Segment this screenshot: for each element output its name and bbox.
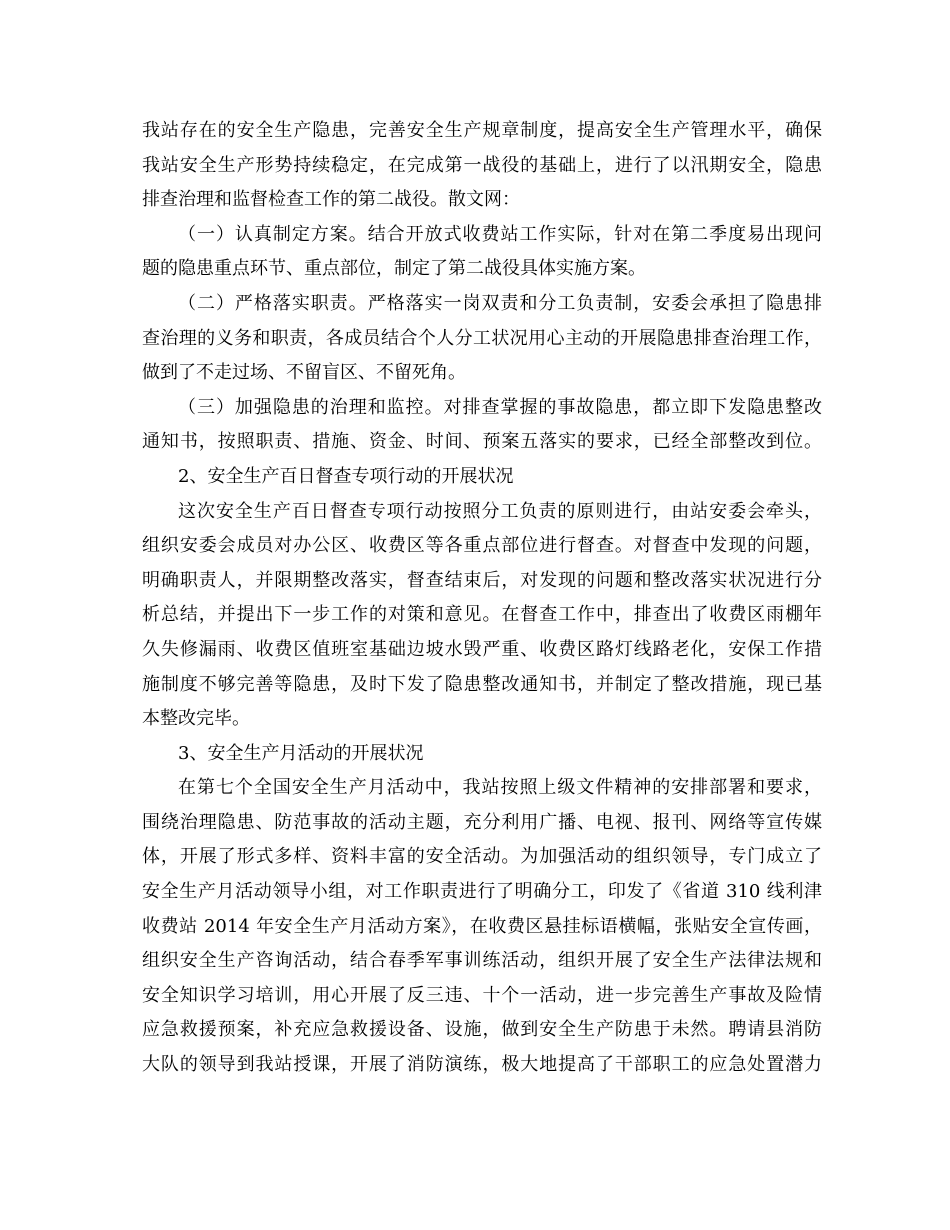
text-line: 析总结，并提出下一步工作的对策和意见。在督查工作中，排查出了收费区雨棚年 [142, 604, 822, 626]
text-line: 在第七个全国安全生产月活动中，我站按照上级文件精神的安排部署和要求， [178, 777, 822, 799]
text-line: （一）认真制定方案。结合开放式收费站工作实际，针对在第二季度易出现问 [178, 223, 822, 245]
text-line: 明确职责人，并限期整改落实，督查结束后，对发现的问题和整改落实状况进行分 [142, 569, 822, 591]
text-line: 3、安全生产月活动的开展状况 [178, 742, 424, 764]
text-line: 安全生产月活动领导小组，对工作职责进行了明确分工，印发了《省道 310 线利津 [142, 881, 822, 903]
body-text [142, 114, 822, 1083]
text-line: 久失修漏雨、收费区值班室基础边坡水毁严重、收费区路灯线路老化，安保工作措 [142, 638, 822, 660]
text-line: 本整改完毕。 [142, 708, 250, 730]
text-line: 安全知识学习培训，用心开展了反三违、十个一活动，进一步完善生产事故及险情 [142, 984, 822, 1006]
text-line: 做到了不走过场、不留盲区、不留死角。 [142, 362, 466, 384]
text-line: 围绕治理隐患、防范事故的活动主题，充分利用广播、电视、报刊、网络等宣传媒 [142, 811, 822, 833]
text-line: 排查治理和监督检查工作的第二战役。散文网： [142, 189, 520, 211]
text-line: 题的隐患重点环节、重点部位，制定了第二战役具体实施方案。 [142, 258, 646, 280]
text-line: 大队的领导到我站授课，开展了消防演练，极大地提高了干部职工的应急处置潜力 [142, 1054, 822, 1076]
text-line: 收费站 2014 年安全生产月活动方案》，在收费区悬挂标语横幅，张贴安全宣传画， [142, 915, 822, 937]
text-line: （三）加强隐患的治理和监控。对排查掌握的事故隐患，都立即下发隐患整改 [178, 396, 822, 418]
text-line: 2、安全生产百日督查专项行动的开展状况 [178, 465, 514, 487]
text-line: （二）严格落实职责。严格落实一岗双责和分工负责制，安委会承担了隐患排 [178, 292, 822, 314]
text-line: 施制度不够完善等隐患，及时下发了隐患整改通知书，并制定了整改措施，现已基 [142, 673, 822, 695]
text-line: 组织安委会成员对办公区、收费区等各重点部位进行督查。对督查中发现的问题， [142, 535, 822, 557]
text-line: 体，开展了形式多样、资料丰富的安全活动。为加强活动的组织领导，专门成立了 [142, 846, 822, 868]
text-line: 我站安全生产形势持续稳定，在完成第一战役的基础上，进行了以汛期安全，隐患 [142, 154, 822, 176]
text-line: 组织安全生产咨询活动，结合春季军事训练活动，组织开展了安全生产法律法规和 [142, 950, 822, 972]
text-line: 我站存在的安全生产隐患，完善安全生产规章制度，提高安全生产管理水平，确保 [142, 120, 822, 141]
text-line: 这次安全生产百日督查专项行动按照分工负责的原则进行，由站安委会牵头， [178, 500, 822, 522]
text-line: 查治理的义务和职责，各成员结合个人分工状况用心主动的开展隐患排查治理工作， [142, 327, 822, 349]
text-line: 应急救援预案，补充应急救援设备、设施，做到安全生产防患于未然。聘请县消防 [142, 1019, 822, 1041]
text-line: 通知书，按照职责、措施、资金、时间、预案五落实的要求，已经全部整改到位。 [142, 431, 822, 453]
